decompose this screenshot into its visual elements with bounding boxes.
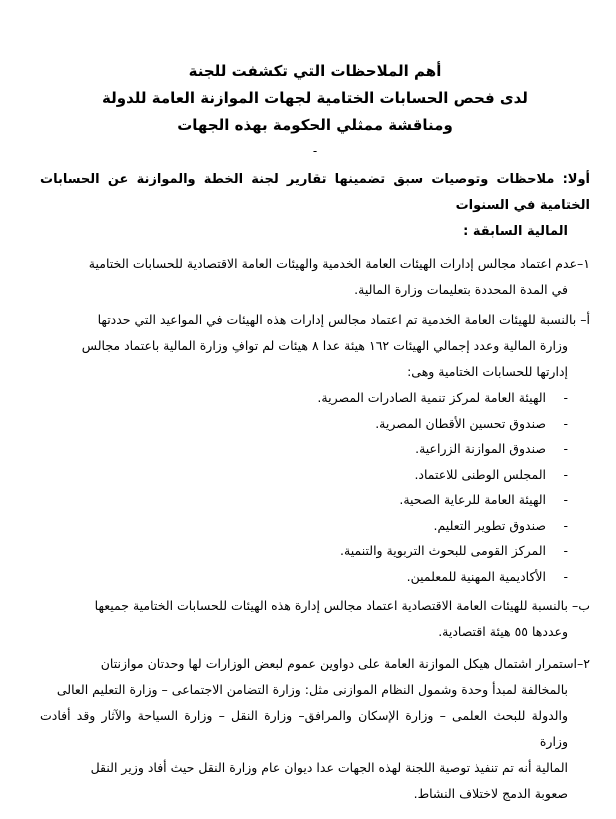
document-page (40, 58, 590, 807)
list-item-text: الهيئة العامة لمركز تنمية الصادرات المصرية. (317, 390, 546, 405)
item-2-text-line-5: صعوبة الدمج لاختلاف النشاط. (413, 786, 568, 801)
section-one-heading (40, 167, 590, 245)
item-1a-paragraph (40, 307, 590, 385)
list-item (40, 385, 568, 411)
item-1-text-line-1: عدم اعتماد مجالس إدارات الهيئات العامة الخدمية والهيئات العامة الاقتصادية للحسابات الختامية (88, 256, 578, 271)
item-2-text-line-4: المالية أنه تم تنفيذ توصية اللجنة لهذه الجهات عدا ديوان عام وزارة النقل حيث أفاد وزير النقل (90, 760, 568, 775)
list-item-text: المركز القومى للبحوث التربوية والتنمية. (340, 543, 546, 558)
title-separator-dash: - (312, 144, 318, 158)
item-1b-text-line-2: وعددها ٥٥ هيئة اقتصادية. (438, 624, 568, 639)
list-item-text: صندوق تطوير التعليم. (433, 517, 546, 533)
list-item-text: الأكاديمية المهنية للمعلمين. (406, 568, 546, 584)
list-item (40, 411, 568, 437)
document-title (40, 58, 590, 139)
bullet-dash: - (563, 466, 568, 482)
list-item (40, 564, 568, 590)
list-item (40, 436, 568, 462)
item-1a-text-line-2: وزارة المالية وعدد إجمالي الهيئات ١٦٢ هيئة عدا ٨ هيئات لم توافِ وزارة المالية باعتماد مجالس (81, 338, 568, 353)
title-line-1: أهم الملاحظات التي تكشفت للجنة (188, 62, 442, 80)
item-1b-marker: ب– (571, 598, 590, 613)
list-item (40, 538, 568, 564)
list-item-text: المجلس الوطنى للاعتماد. (414, 466, 546, 482)
list-item-text: الهيئة العامة للرعاية الصحية. (399, 492, 546, 507)
item-2-text-line-1: استمرار اشتمال هيكل الموازنة العامة على دواوين عموم لبعض الوزارات لها وحدتان موازنتان (100, 656, 578, 671)
section-one-heading-line-2: المالية السابقة : (463, 224, 568, 239)
list-item-text: صندوق الموازنة الزراعية. (415, 441, 546, 456)
list-item-text: صندوق تحسين الأقطان المصرية. (375, 415, 546, 431)
title-line-3: ومناقشة ممثلي الحكومة بهذه الجهات (177, 116, 453, 134)
item-1-paragraph (40, 251, 590, 303)
item-1b-text-line-1: بالنسبة للهيئات العامة الاقتصادية اعتماد مجالس إدارة هذه الهيئات للحسابات الختامية جميعها (94, 598, 568, 613)
bullet-dash: - (563, 492, 568, 507)
section-one-heading-line-1: أولا: ملاحظات وتوصيات سبق تضمينها تقارير لجنة الخطة والموازنة عن الحسابات الختامية في السنوات (40, 172, 590, 213)
item-2-text-line-2: بالمخالفة لمبدأ وحدة وشمول النظام الموازنى مثل: وزارة التضامن الاجتماعى – وزارة التعليم العالى (56, 682, 568, 697)
bullet-dash: - (563, 517, 568, 533)
exempt-entities-list (40, 385, 590, 589)
list-item (40, 462, 568, 488)
bullet-dash: - (563, 543, 568, 558)
item-1a-text-line-1: بالنسبة للهيئات العامة الخدمية تم اعتماد مجالس إدارات هذه الهيئات في المواعيد التي حددتها (97, 312, 577, 327)
item-1a-marker: أ– (580, 312, 590, 327)
item-1-number: ١– (577, 256, 590, 271)
bullet-dash: - (563, 568, 568, 584)
bullet-dash: - (563, 390, 568, 405)
item-1b-paragraph (40, 593, 590, 645)
list-item (40, 513, 568, 539)
item-2-text-line-3: والدولة للبحث العلمى – وزارة الإسكان والمرافق– وزارة النقل – وزارة السياحة والآثار وقد أفادت وزارة (40, 708, 568, 749)
bullet-dash: - (563, 415, 568, 431)
item-1-text-line-2: في المدة المحددة بتعليمات وزارة المالية. (354, 282, 568, 297)
bullet-dash: - (563, 441, 568, 456)
item-2-paragraph (40, 651, 590, 807)
list-item (40, 487, 568, 513)
item-1a-text-line-3: إدارتها للحسابات الختامية وهى: (407, 364, 568, 379)
item-2-number: ٢– (577, 656, 590, 671)
title-line-2: لدى فحص الحسابات الختامية لجهات الموازنة العامة للدولة (102, 89, 528, 107)
